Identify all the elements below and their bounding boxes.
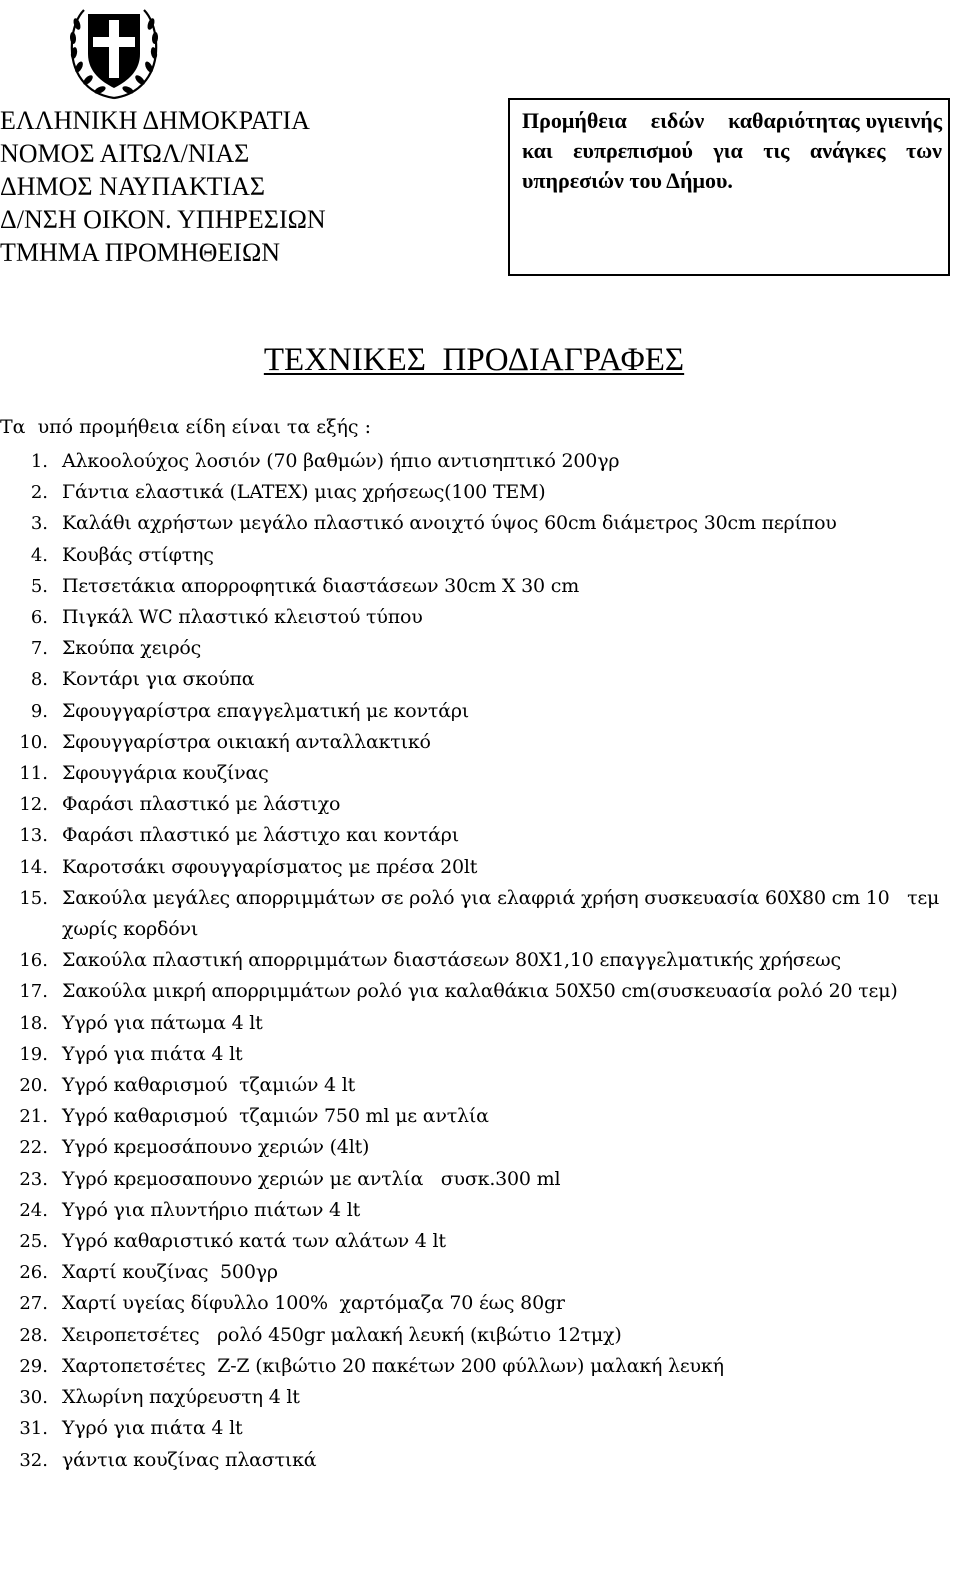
item-number: 30. — [19, 1387, 48, 1409]
item-text: γάντια κουζίνας πλαστικά — [62, 1448, 317, 1471]
authority-line: ΕΛΛΗΝΙΚΗ ΔΗΜΟΚΡΑΤΙΑ — [0, 106, 310, 135]
list-item — [0, 945, 940, 976]
item-text: Υγρό καθαρισμού τζαμιών 4 lt — [62, 1074, 356, 1097]
list-item — [0, 571, 940, 602]
item-number: 26. — [19, 1262, 48, 1284]
item-number: 24. — [19, 1199, 48, 1221]
item-number: 13. — [19, 825, 48, 847]
item-number: 18. — [19, 1012, 48, 1034]
list-item — [0, 696, 940, 727]
item-text: Χαρτοπετσέτες Z-Z (κιβώτιο 20 πακέτων 200 φύλλων) μαλακή λευκή — [62, 1354, 724, 1377]
list-item — [0, 1288, 940, 1319]
item-number: 3. — [30, 513, 48, 535]
item-number: 32. — [19, 1449, 48, 1471]
item-text: Αλκοολούχος λοσιόν (70 βαθμών) ήπιο αντισηπτικό 200γρ — [62, 450, 620, 472]
item-text: Σκούπα χειρός — [62, 637, 202, 660]
item-text: Υγρό καθαρισμού τζαμιών 750 ml με αντλία — [62, 1105, 489, 1128]
issuing-authority — [0, 104, 326, 269]
item-number: 15. — [19, 887, 48, 909]
list-item — [0, 477, 940, 508]
item-text: Υγρό για πλυντήριο πιάτων 4 lt — [62, 1198, 361, 1221]
list-item — [0, 1101, 940, 1132]
item-text: Φαράσι πλαστικό με λάστιχο — [62, 793, 341, 816]
list-item — [0, 1039, 940, 1070]
item-number: 10. — [19, 731, 48, 753]
list-item — [0, 976, 940, 1007]
list-item — [0, 1132, 940, 1163]
authority-line: ΔΗΜΟΣ ΝΑΥΠΑΚΤΙΑΣ — [0, 172, 266, 201]
item-number: 7. — [30, 638, 48, 660]
item-text: Σφουγγάρια κουζίνας — [62, 762, 269, 785]
item-number: 11. — [19, 763, 48, 785]
list-item — [0, 789, 940, 820]
list-item — [0, 852, 940, 883]
item-text: Καροτσάκι σφουγγαρίσματος με πρέσα 20lt — [62, 855, 478, 878]
item-number: 2. — [30, 482, 48, 504]
list-item — [0, 1008, 940, 1039]
list-item — [0, 883, 946, 945]
authority-line: Δ/ΝΣΗ ΟΙΚΟΝ. ΥΠΗΡΕΣΙΩΝ — [0, 205, 326, 234]
intro-text: Τα υπό προμήθεια είδη είναι τα εξής : — [0, 416, 372, 438]
item-text: Σακούλα μεγάλες απορριμμάτων σε ρολό για ελαφριά χρήση συσκευασία 60X80 cm 10 τεμ χωρίς κορδόνι — [62, 886, 946, 941]
item-number: 28. — [19, 1324, 48, 1346]
item-text: Καλάθι αχρήστων μεγάλο πλαστικό ανοιχτό ύψος 60cm διάμετρος 30cm περίπου — [62, 512, 837, 535]
list-item — [0, 1320, 940, 1351]
item-text: Φαράσι πλαστικό με λάστιχο και κοντάρι — [62, 824, 459, 847]
item-number: 17. — [19, 981, 48, 1003]
item-number: 23. — [19, 1168, 48, 1190]
item-text: Σφουγγαρίστρα επαγγελματική με κοντάρι — [62, 699, 470, 722]
list-item — [0, 664, 940, 695]
list-item — [0, 1382, 940, 1413]
authority-line: ΤΜΗΜΑ ΠΡΟΜΗΘΕΙΩΝ — [0, 238, 281, 267]
item-number: 20. — [19, 1075, 48, 1097]
list-item — [0, 540, 940, 571]
item-number: 5. — [30, 575, 48, 597]
item-number: 9. — [30, 700, 48, 722]
item-text: Κουβάς στίφτης — [62, 543, 214, 566]
item-number: 21. — [19, 1106, 48, 1128]
item-number: 27. — [19, 1293, 48, 1315]
item-text: Υγρό καθαριστικό κατά των αλάτων 4 lt — [62, 1230, 446, 1253]
list-item — [0, 758, 940, 789]
item-number: 6. — [30, 607, 48, 629]
list-item — [0, 1413, 940, 1444]
item-text: Υγρό κρεμοσαπουνο χεριών με αντλία συσκ.300 ml — [62, 1167, 561, 1190]
item-text: Σακούλα μικρή απορριμμάτων ρολό για καλαθάκια 50Χ50 cm(συσκευασία ρολό 20 τεμ) — [62, 980, 898, 1003]
subject-box — [508, 98, 950, 276]
item-text: Σακούλα πλαστική απορριμμάτων διαστάσεων 80Χ1,10 επαγγελματικής χρήσεως — [62, 949, 841, 972]
authority-line: ΝΟΜΟΣ ΑΙΤΩΛ/ΝΙΑΣ — [0, 139, 250, 168]
item-number: 4. — [30, 544, 48, 566]
document-title — [0, 340, 948, 380]
list-item — [0, 727, 940, 758]
item-text: Πιγκάλ WC πλαστικό κλειστού τύπου — [62, 606, 423, 629]
item-number: 12. — [19, 794, 48, 816]
list-item — [0, 1351, 940, 1382]
items-list — [0, 446, 946, 1476]
item-number: 1. — [30, 451, 48, 472]
item-number: 31. — [19, 1418, 48, 1440]
item-number: 16. — [19, 950, 48, 972]
item-text: Σφουγγαρίστρα οικιακή ανταλλακτικό — [62, 730, 431, 753]
list-item — [0, 1195, 940, 1226]
item-number: 8. — [30, 669, 48, 691]
list-item — [0, 633, 940, 664]
list-item — [0, 1226, 940, 1257]
item-text: Χειροπετσέτες ρολό 450gr μαλακή λευκή (κιβώτιο 12τμχ) — [62, 1323, 622, 1346]
list-item — [0, 820, 940, 851]
item-text: Υγρό για πιάτα 4 lt — [62, 1042, 243, 1065]
document-title-text: ΤΕΧΝΙΚΕΣ ΠΡΟΔΙΑΓΡΑΦΕΣ — [263, 342, 685, 378]
hellenic-republic-coat-of-arms — [64, 2, 164, 102]
list-item — [0, 446, 940, 477]
list-item — [0, 1445, 940, 1476]
item-number: 29. — [19, 1355, 48, 1377]
item-text: Χλωρίνη παχύρευστη 4 lt — [62, 1386, 300, 1409]
item-number: 22. — [19, 1137, 48, 1159]
item-text: Υγρό κρεμοσάπουνο χεριών (4lt) — [62, 1136, 370, 1159]
subject-text: Προμήθεια ειδών καθαριότητας υγιεινής και ευπρεπισμού για τις ανάγκες των υπηρεσιών του Δήμου. — [522, 108, 948, 193]
item-text: Γάντια ελαστικά (LATEX) μιας χρήσεως(100 TEM) — [62, 481, 546, 504]
item-text: Κοντάρι για σκούπα — [62, 668, 255, 691]
item-text: Χαρτί υγείας δίφυλλο 100% χαρτόμαζα 70 έως 80gr — [62, 1292, 565, 1315]
item-text: Υγρό για πάτωμα 4 lt — [62, 1011, 263, 1034]
list-item — [0, 1257, 940, 1288]
list-item — [0, 1164, 940, 1195]
list-item — [0, 508, 940, 539]
item-text: Πετσετάκια απορροφητικά διαστάσεων 30cm X 30 cm — [62, 574, 580, 597]
item-text: Χαρτί κουζίνας 500γρ — [62, 1261, 278, 1284]
item-number: 25. — [19, 1231, 48, 1253]
item-text: Υγρό για πιάτα 4 lt — [62, 1417, 243, 1440]
list-item — [0, 602, 940, 633]
list-item — [0, 1070, 940, 1101]
item-number: 14. — [19, 856, 48, 878]
item-number: 19. — [19, 1043, 48, 1065]
